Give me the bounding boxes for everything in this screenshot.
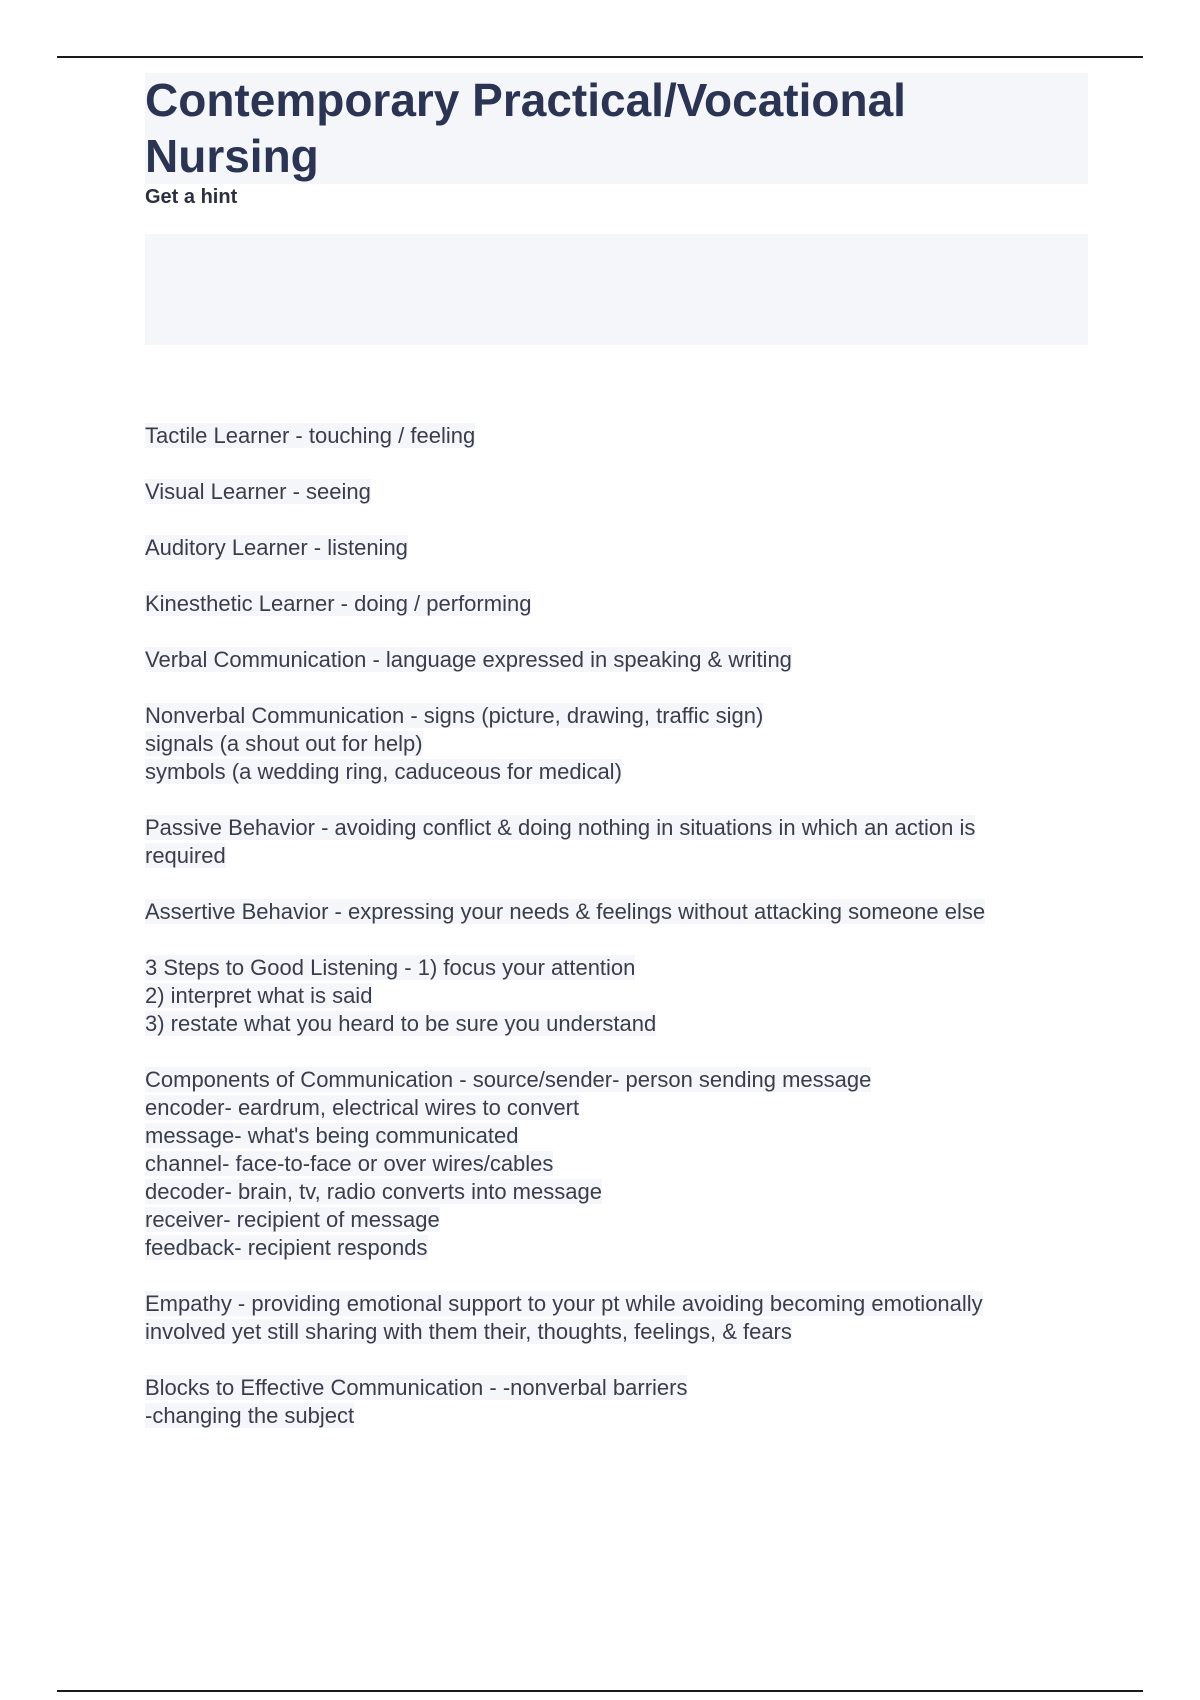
flashcard-line: symbols (a wedding ring, caduceous for medical): [145, 759, 622, 784]
flashcard-entry: [145, 1066, 1105, 1262]
flashcard-line: decoder- brain, tv, radio converts into message: [145, 1179, 602, 1204]
flashcard-line: Blocks to Effective Communication - -nonverbal barriers: [145, 1375, 688, 1400]
flashcard-line: encoder- eardrum, electrical wires to convert: [145, 1095, 580, 1120]
flashcard-list: [145, 422, 1105, 1458]
flashcard-entry: [145, 814, 1105, 870]
hint-panel: [145, 234, 1088, 345]
flashcard-entry: [145, 646, 1105, 674]
flashcard-entry: [145, 898, 1105, 926]
flashcard-entry: [145, 422, 1105, 450]
flashcard-line: Verbal Communication - language expressed in speaking & writing: [145, 647, 792, 672]
flashcard-line: Components of Communication - source/sender- person sending message: [145, 1067, 872, 1092]
flashcard-entry: [145, 1290, 1105, 1346]
flashcard-line: Auditory Learner - listening: [145, 535, 408, 560]
flashcard-line: Kinesthetic Learner - doing / performing: [145, 591, 532, 616]
flashcard-entry: [145, 702, 1105, 786]
flashcard-line: signals (a shout out for help): [145, 731, 423, 756]
top-rule: [57, 56, 1143, 58]
flashcard-entry: [145, 478, 1105, 506]
bottom-rule: [57, 1690, 1143, 1692]
flashcard-line: Visual Learner - seeing: [145, 479, 371, 504]
flashcard-line: -changing the subject: [145, 1403, 355, 1428]
flashcard-entry: [145, 1374, 1105, 1430]
page-title: Contemporary Practical/Vocational Nursing: [145, 74, 906, 182]
flashcard-line: 3 Steps to Good Listening - 1) focus your attention: [145, 955, 636, 980]
flashcard-line: channel- face-to-face or over wires/cables: [145, 1151, 554, 1176]
flashcard-line: Nonverbal Communication - signs (picture, drawing, traffic sign): [145, 703, 764, 728]
get-a-hint-link[interactable]: Get a hint: [145, 186, 238, 208]
flashcard-line: involved yet still sharing with them their, thoughts, feelings, & fears: [145, 1319, 792, 1344]
flashcard-line: 2) interpret what is said: [145, 983, 373, 1008]
flashcard-entry: [145, 590, 1105, 618]
flashcard-line: message- what's being communicated: [145, 1123, 519, 1148]
flashcard-line: Tactile Learner - touching / feeling: [145, 423, 476, 448]
flashcard-entry: [145, 534, 1105, 562]
flashcard-line: receiver- recipient of message: [145, 1207, 440, 1232]
flashcard-line: 3) restate what you heard to be sure you understand: [145, 1011, 657, 1036]
flashcard-line: feedback- recipient responds: [145, 1235, 428, 1260]
flashcard-line: Passive Behavior - avoiding conflict & doing nothing in situations in which an action is: [145, 815, 976, 840]
flashcard-line: Assertive Behavior - expressing your needs & feelings without attacking someone else: [145, 899, 986, 924]
flashcard-entry: [145, 954, 1105, 1038]
flashcard-line: Empathy - providing emotional support to your pt while avoiding becoming emotionally: [145, 1291, 983, 1316]
flashcard-line: required: [145, 843, 226, 868]
